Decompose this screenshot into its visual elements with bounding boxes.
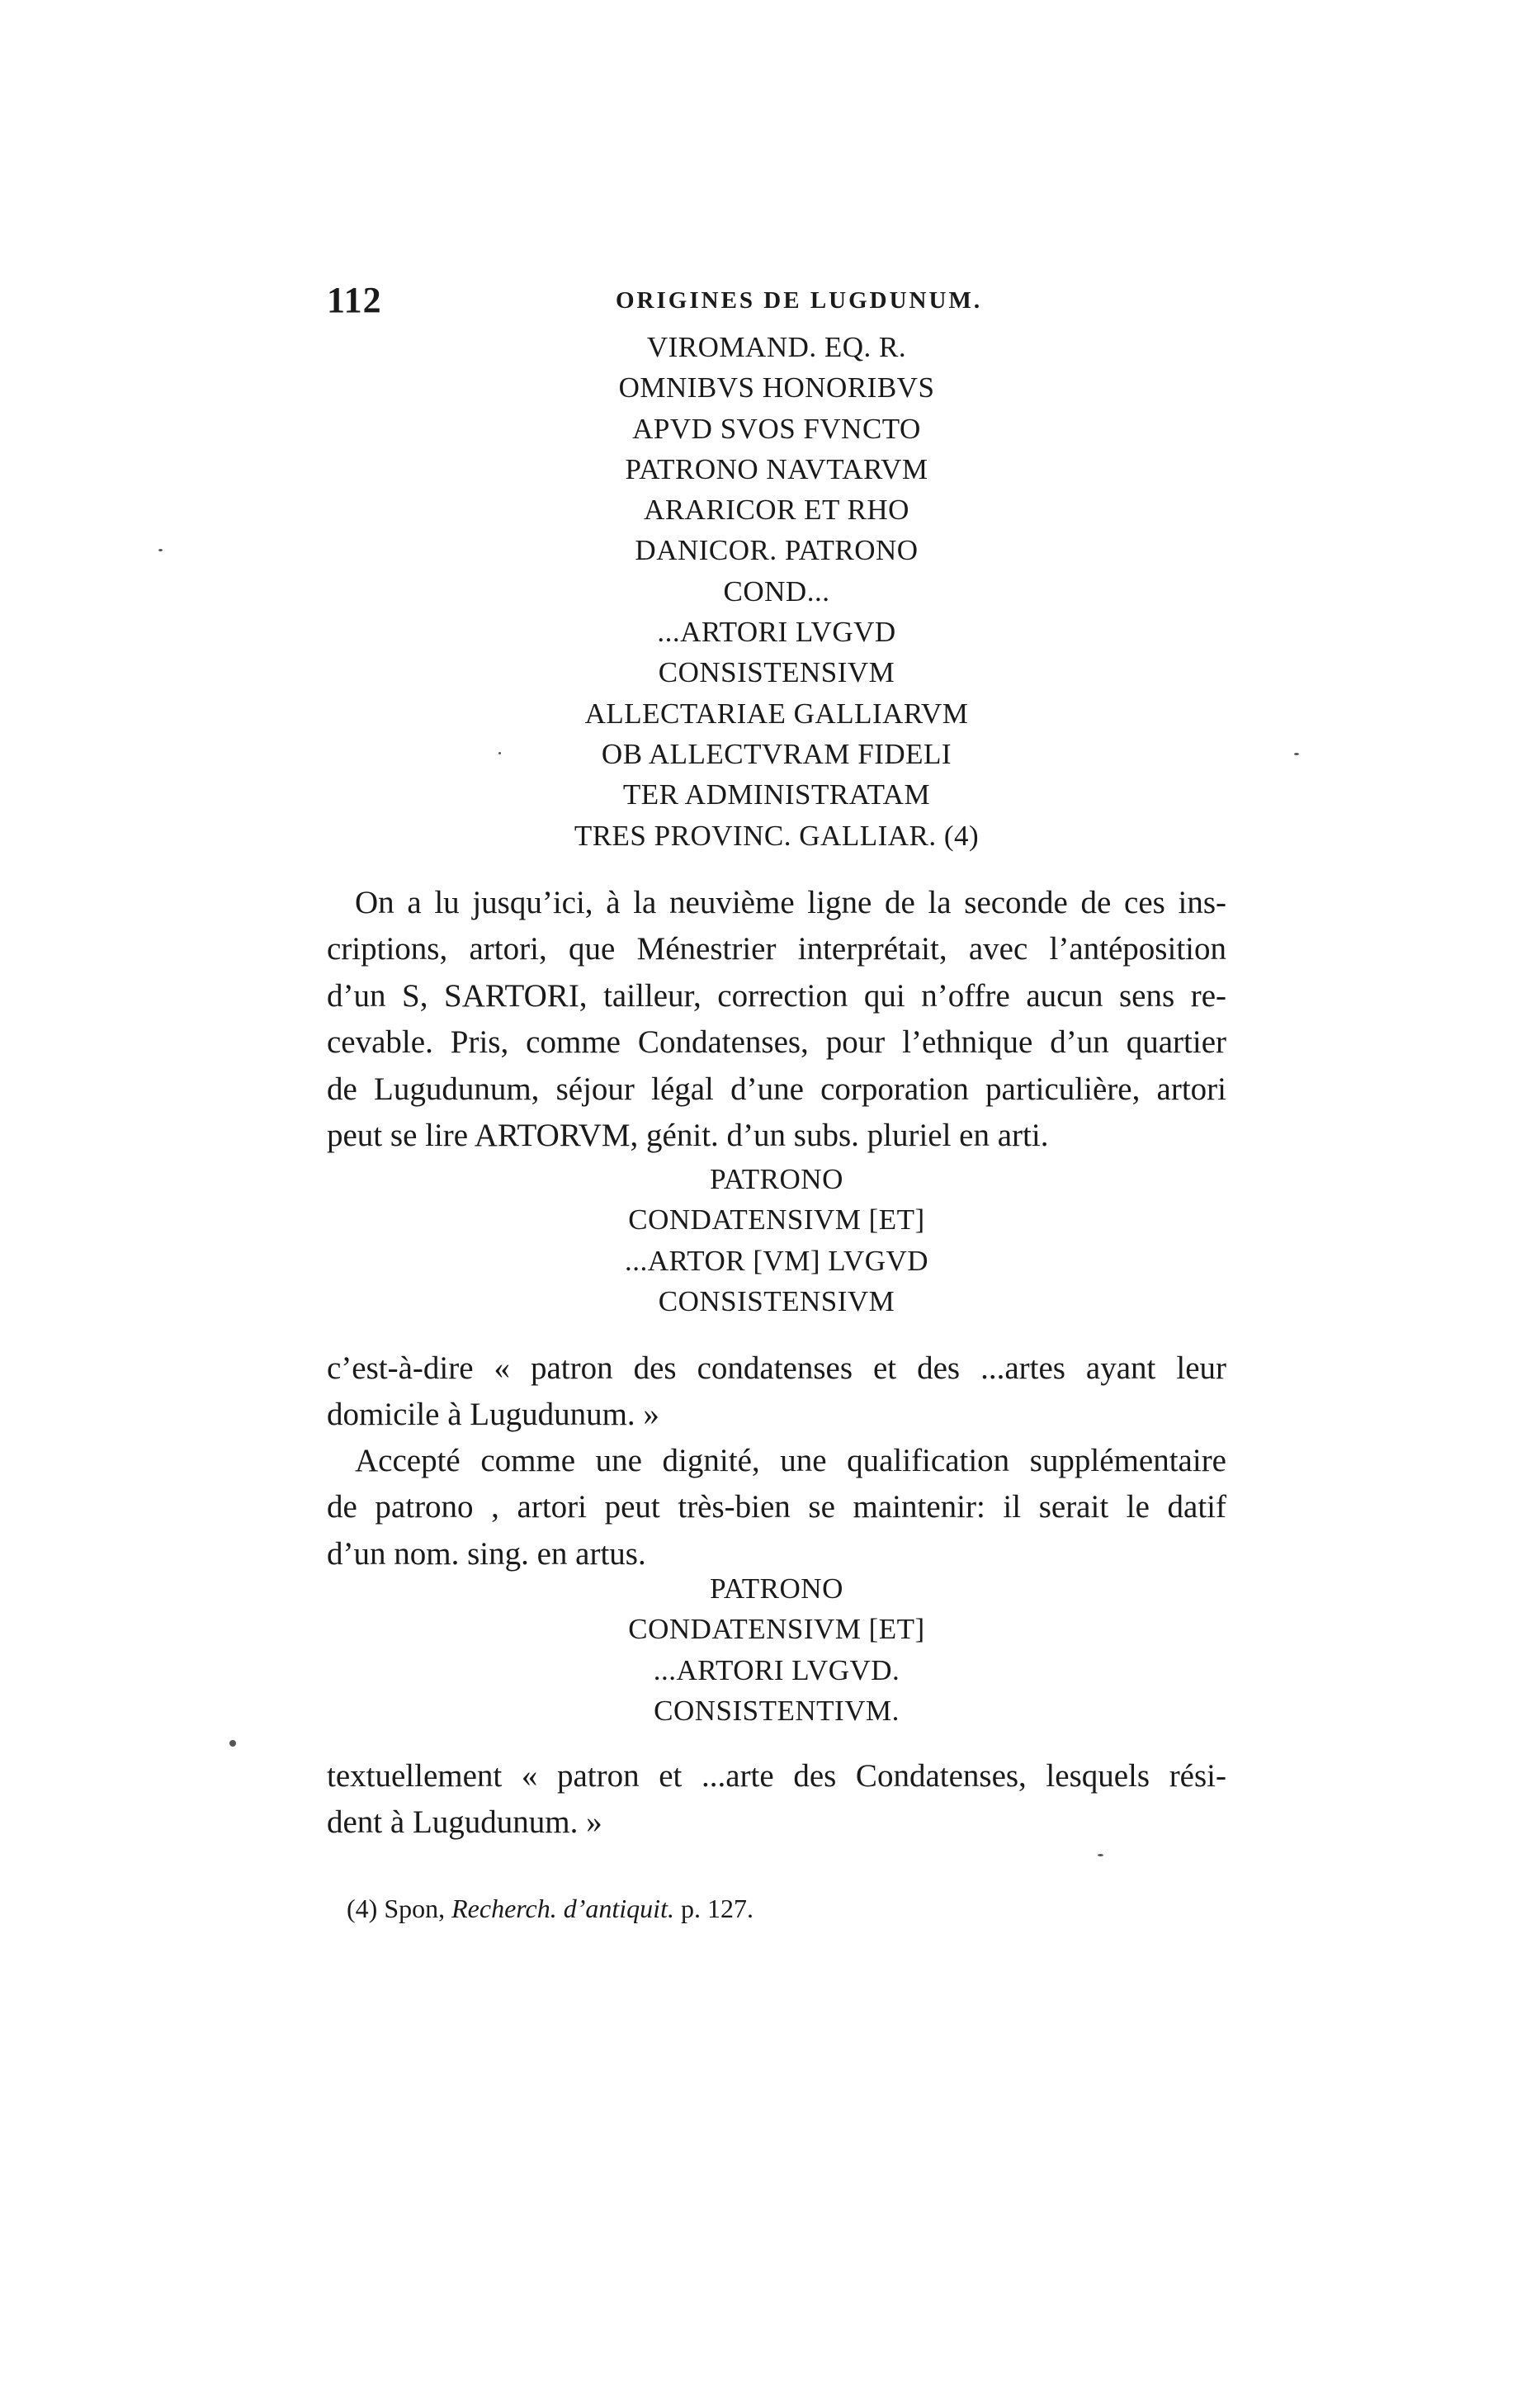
body-paragraph [327, 1345, 1226, 1439]
body-paragraph [327, 880, 1226, 1159]
inscription-line: VIROMAND. EQ. R. [646, 331, 907, 363]
print-speck [498, 752, 501, 754]
inscription-line: OMNIBVS HONORIBVS [618, 371, 935, 404]
inscription-block [327, 327, 1226, 856]
inscription-line: PATRONO NAVTARVM [625, 452, 928, 485]
inscription-line: TER ADMINISTRATAM [622, 778, 931, 811]
inscription-block [327, 1159, 1226, 1322]
text-line: de Lugudunum, séjour légal d’une corporation particulière, artori [327, 1071, 1226, 1107]
text-line: d’un nom. sing. en artus. [327, 1535, 646, 1572]
inscription-line: ...ARTORI LVGVD. [653, 1653, 900, 1686]
inscription-line: TRES PROVINC. GALLIAR. (4) [574, 819, 980, 852]
body-paragraph [327, 1753, 1226, 1846]
inscription-block [327, 1568, 1226, 1731]
print-speck [158, 549, 163, 551]
inscription-line: DANICOR. PATRONO [635, 534, 919, 567]
text-line: peut se lire ARTORVM, génit. d’un subs. pluriel en arti. [327, 1118, 1049, 1154]
text-line: On a lu jusqu’ici, à la neuvième ligne de la seconde de ces ins- [355, 885, 1226, 920]
inscription-line: CONDATENSIVM [ET] [628, 1613, 925, 1646]
text-line: dent à Lugudunum. » [327, 1804, 602, 1841]
footnote [347, 1892, 753, 1925]
inscription-line: CONSISTENTIVM. [654, 1694, 900, 1727]
text-line: criptions, artori, que Ménestrier interprétait, avec l’antéposition [327, 931, 1226, 967]
text-line: de patrono , artori peut très-bien se maintenir: il serait le datif [327, 1489, 1226, 1525]
text-line: d’un S, SARTORI, tailleur, correction qui n’offre aucun sens re- [327, 977, 1226, 1014]
page-header [327, 279, 1226, 322]
text-line: Accepté comme une dignité, une qualification supplémentaire [355, 1443, 1226, 1478]
inscription-line: ...ARTOR [VM] LVGVD [624, 1244, 929, 1277]
print-speck [1294, 753, 1299, 755]
inscription-line: CONDATENSIVM [ET] [628, 1203, 925, 1236]
inscription-line: PATRONO [710, 1163, 843, 1195]
inscription-line: CONSISTENSIVM [658, 656, 895, 689]
text-line: textuellement « patron et ...arte des Condatenses, lesquels rési- [327, 1758, 1226, 1794]
footnote-work-title: Recherch. d’antiquit. [451, 1894, 674, 1923]
inscription-line: ARARICOR ET RHO [644, 494, 909, 527]
inscription-line: ...ARTORI LVGVD [657, 616, 896, 649]
footnote-marker: (4) Spon, [347, 1894, 446, 1923]
text-line: domicile à Lugudunum. » [327, 1397, 659, 1433]
print-speck [1098, 1854, 1103, 1856]
inscription-line: ALLECTARIAE GALLIARVM [584, 697, 969, 730]
inscription-line: CONSISTENSIVM [658, 1284, 895, 1317]
page-number: 112 [327, 280, 382, 320]
inscription-line: PATRONO [710, 1572, 843, 1605]
text-line: c’est-à-dire « patron des condatenses et des ...artes ayant leur [327, 1350, 1226, 1386]
print-speck [229, 1740, 236, 1747]
text-line: cevable. Pris, comme Condatenses, pour l’ethnique d’un quartier [327, 1024, 1226, 1061]
inscription-line: COND... [723, 574, 830, 608]
inscription-line: APVD SVOS FVNCTO [632, 412, 921, 445]
inscription-line: OB ALLECTVRAM FIDELI [601, 737, 952, 770]
footnote-page: p. 127. [680, 1894, 753, 1923]
running-title: ORIGINES DE LUGDUNUM. [616, 287, 983, 314]
body-paragraph [327, 1438, 1226, 1577]
